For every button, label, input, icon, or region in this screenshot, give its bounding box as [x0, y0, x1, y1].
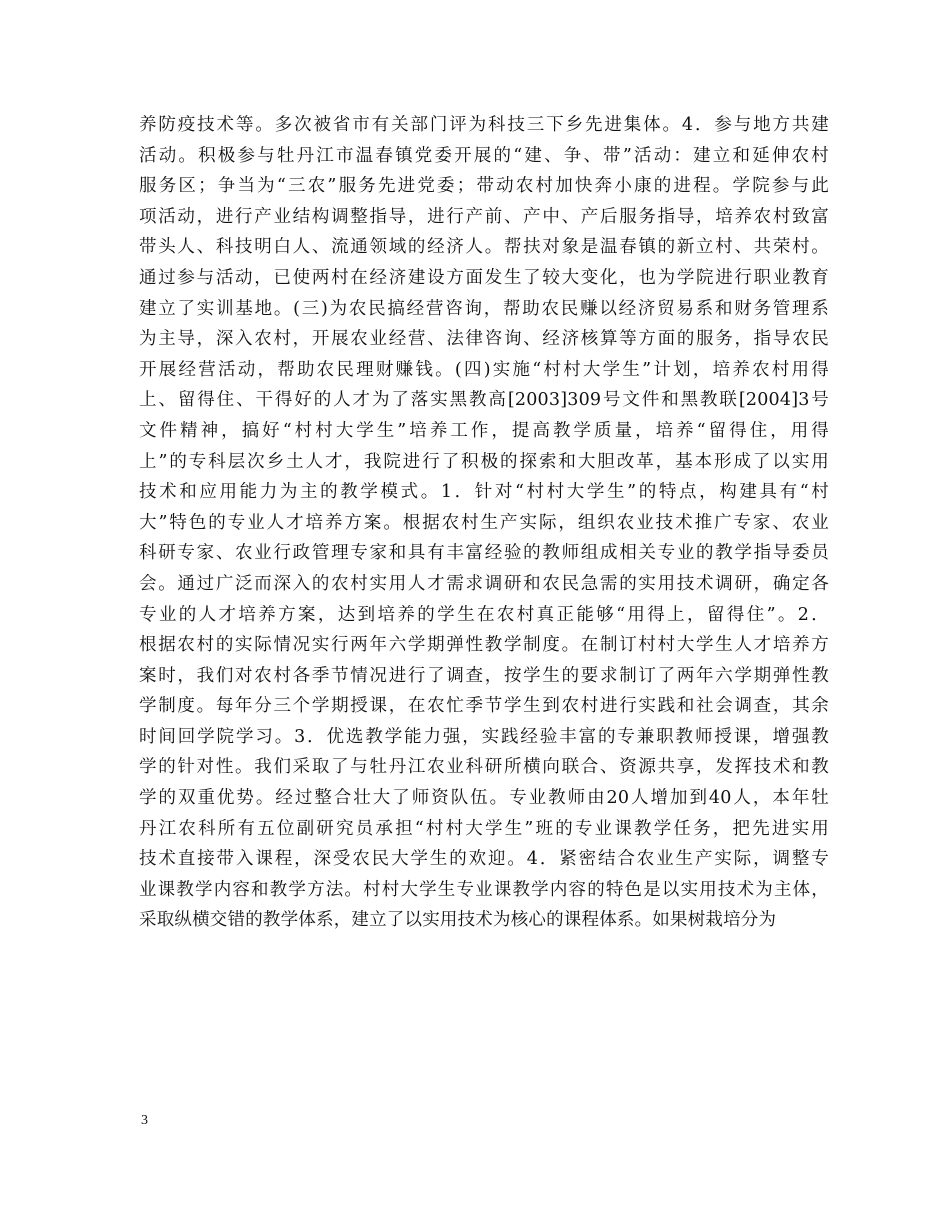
text-line: 专业的人才培养方案，达到培养的学生在农村真正能够“用得上，留得住”。2． [139, 604, 829, 625]
text-line: 时间回学院学习。3．优选教学能力强，实践经验丰富的专兼职教师授课，增强教 [139, 726, 829, 747]
text-line: 建立了实训基地。(三)为农民搞经营咨询，帮助农民赚以经济贸易系和财务管理系 [139, 298, 829, 319]
text-line: 学的双重优势。经过整合壮大了师资队伍。专业教师由20人增加到40人，本年牡 [139, 788, 829, 809]
page-number: 3 [141, 1113, 148, 1128]
text-line: 大”特色的专业人才培养方案。根据农村生产实际，组织农业技术推广专家、农业 [139, 512, 829, 533]
text-line: 学的针对性。我们采取了与牡丹江农业科研所横向联合、资源共享，发挥技术和教 [139, 757, 829, 778]
text-line: 服务区；争当为“三农”服务先进党委；带动农村加快奔小康的进程。学院参与此 [139, 176, 829, 197]
text-line: 技术和应用能力为主的教学模式。1．针对“村村大学生”的特点，构建具有“村 [139, 482, 829, 503]
text-line: 带头人、科技明白人、流通领域的经济人。帮扶对象是温春镇的新立村、共荣村。 [139, 237, 829, 258]
text-line: 科研专家、农业行政管理专家和具有丰富经验的教师组成相关专业的教学指导委员 [139, 543, 829, 564]
text-line: 通过参与活动，已使两村在经济建设方面发生了较大变化，也为学院进行职业教育 [139, 267, 829, 288]
text-line: 技术直接带入课程，深受农民大学生的欢迎。4．紧密结合农业生产实际，调整专 [139, 849, 829, 870]
text-line: 会。通过广泛而深入的农村实用人才需求调研和农民急需的实用技术调研，确定各 [139, 573, 829, 594]
text-line: 养防疫技术等。多次被省市有关部门评为科技三下乡先进集体。4．参与地方共建 [139, 115, 829, 135]
text-line: 根据农村的实际情况实行两年六学期弹性教学制度。在制订村村大学生人才培养方 [139, 635, 829, 656]
text-line: 采取纵横交错的教学体系，建立了以实用技术为核心的课程体系。如果树栽培分为 [139, 910, 777, 931]
text-line: 业课教学内容和教学方法。村村大学生专业课教学内容的特色是以实用技术为主体， [139, 879, 829, 900]
text-line: 文件精神，搞好“村村大学生”培养工作，提高教学质量，培养“留得住，用得 [139, 420, 829, 441]
text-line: 项活动，进行产业结构调整指导，进行产前、产中、产后服务指导，培养农村致富 [139, 206, 829, 227]
text-line: 案时，我们对农村各季节情况进行了调查，按学生的要求制订了两年六学期弹性教 [139, 665, 829, 686]
text-line: 学制度。每年分三个学期授课，在农忙季节学生到农村进行实践和社会调查，其余 [139, 696, 829, 717]
text-line: 为主导，深入农村，开展农业经营、法律咨询、经济核算等方面的服务，指导农民 [139, 329, 829, 350]
text-line: 丹江农科所有五位副研究员承担“村村大学生”班的专业课教学任务，把先进实用 [139, 818, 829, 839]
text-line: 上、留得住、干得好的人才为了落实黑教高[2003]309号文件和黑教联[2004]3号 [139, 390, 829, 411]
text-line: 活动。积极参与牡丹江市温春镇党委开展的“建、争、带”活动：建立和延伸农村 [139, 145, 829, 166]
text-line: 上”的专科层次乡土人才，我院进行了积极的探索和大胆改革，基本形成了以实用 [139, 451, 829, 472]
body-text [139, 110, 829, 936]
text-line: 开展经营活动，帮助农民理财赚钱。(四)实施“村村大学生”计划，培养农村用得 [139, 359, 829, 380]
